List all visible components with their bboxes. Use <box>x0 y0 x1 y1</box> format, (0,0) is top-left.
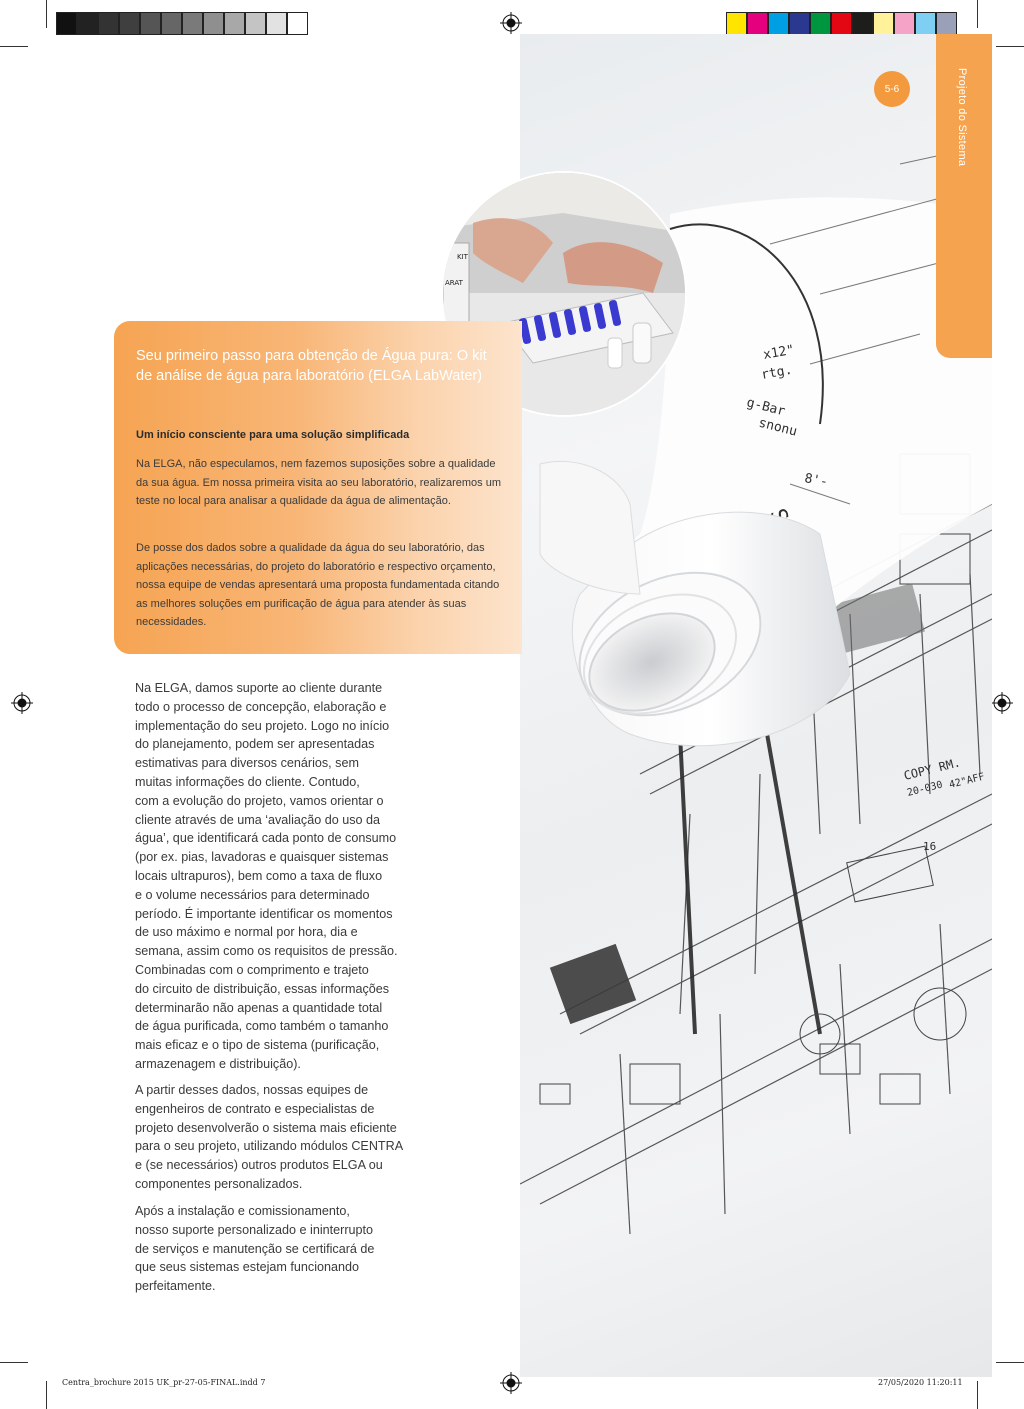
blueprint-label: 42"AFF <box>948 771 986 791</box>
registration-mark-icon <box>500 1372 522 1394</box>
color-swatch <box>789 12 810 35</box>
gray-swatch <box>98 12 119 35</box>
body-paragraph: Na ELGA, damos suporte ao cliente durante todo o processo de concepção, elaboração e implementação do seu projeto. Logo no início do planejamento, podem ser apresentadas estimativas para diversos cenários, sem muitas informações do cliente. Contudo, com a evolução do projeto, vamos orientar o cliente através de uma ‘avaliação do uso da água’, que identificará cada ponto de consumo (por ex. pias, lavadoras e quaisquer sistemas locais ultrapuros), bem como a taxa de fluxo e o volume necessários para determinado período. É importante identificar os momentos de uso máximo e normal por hora, dia e semana, assim como os requisitos de pressão. Combinadas com o comprimento e trajeto do circuito de distribuição, essas informações determinarão não apenas a quantidade total de água purificada, como também o tamanho mais eficaz e o tipo de sistema (purificação, armazenagem e distribuição). <box>135 681 398 1071</box>
crop-mark <box>46 0 47 28</box>
body-paragraph: A partir desses dados, nossas equipes de engenheiros de contrato e especialistas de projeto desenvolverão o sistema mais eficiente para o seu projeto, utilizando módulos CENTRA e (se necessários) outros produtos ELGA ou componentes personalizados. <box>135 1083 404 1191</box>
gray-swatch <box>287 12 308 35</box>
registration-mark-icon <box>500 12 522 34</box>
file-slug: Centra_brochure 2015 UK_pr-27-05-FINAL.indd 7 <box>62 1378 266 1387</box>
blueprint-label: 8'- <box>803 471 830 491</box>
registration-mark-icon <box>991 692 1013 714</box>
color-swatch <box>915 12 936 35</box>
callout-box <box>114 321 522 654</box>
blueprint-label: COPY RM. <box>902 755 962 783</box>
crop-mark <box>996 1362 1024 1363</box>
kit-box-label: KIT <box>457 253 468 261</box>
color-swatch <box>894 12 915 35</box>
color-swatch <box>810 12 831 35</box>
callout-paragraph: De posse dos dados sobre a qualidade da água do seu laboratório, das aplicações necessárias, do projeto do laboratório e respectivo orçamento, nossa equipe de vendas apresentará uma proposta fundamentada citando as melhores soluções em purificação de água para atender às suas necessidades. <box>136 542 500 629</box>
color-swatch <box>873 12 894 35</box>
crop-mark <box>0 46 28 47</box>
crop-mark <box>0 1362 28 1363</box>
color-swatch <box>768 12 789 35</box>
color-swatch <box>831 12 852 35</box>
callout-subheading: Um início consciente para uma solução simplificada <box>136 429 410 441</box>
color-swatch <box>936 12 957 35</box>
gray-swatch <box>266 12 287 35</box>
blueprint-label: g-Bar <box>745 395 787 420</box>
gray-swatch <box>182 12 203 35</box>
blueprint-label: rtg. <box>760 362 794 383</box>
gray-swatch <box>77 12 98 35</box>
color-calibration-bar <box>726 12 957 35</box>
blueprint-label: x12" <box>762 342 796 363</box>
color-swatch <box>852 12 873 35</box>
gray-swatch <box>119 12 140 35</box>
gray-swatch <box>245 12 266 35</box>
blueprint-label: 20-030 <box>906 779 944 799</box>
gray-swatch <box>203 12 224 35</box>
page-number-badge <box>874 71 910 107</box>
gray-swatch <box>224 12 245 35</box>
page-number: 5-6 <box>884 83 900 95</box>
crop-mark <box>977 1381 978 1409</box>
callout-paragraph: Na ELGA, não especulamos, nem fazemos suposições sobre a qualidade da sua água. Em nossa primeira visita ao seu laboratório, realizaremos um teste no local para analisar a qualidade da água de alimentação. <box>136 458 502 508</box>
callout-heading: Seu primeiro passo para obtenção de Água pura: O kit de análise de água para laboratório (ELGA LabWater) <box>136 348 487 384</box>
body-paragraph: Após a instalação e comissionamento, nosso suporte personalizado e ininterrupto de serviços e manutenção se certificará de que seus sistemas estejam funcionando perfeitamente. <box>135 1204 375 1294</box>
crop-mark <box>977 0 978 28</box>
blueprint-label: nuous <box>757 415 799 440</box>
crop-mark <box>996 46 1024 47</box>
grayscale-calibration-bar <box>56 12 308 35</box>
registration-mark-icon <box>11 692 33 714</box>
color-swatch <box>726 12 747 35</box>
kit-box-label: ARAT <box>445 279 463 287</box>
crop-mark <box>46 1381 47 1409</box>
gray-swatch <box>56 12 77 35</box>
gray-swatch <box>161 12 182 35</box>
section-tab <box>936 34 992 358</box>
color-swatch <box>747 12 768 35</box>
file-timestamp: 27/05/2020 11:20:11 <box>878 1378 963 1387</box>
section-tab-label: Projeto do Sistema <box>956 68 968 167</box>
blueprint-label: 16 <box>923 840 937 853</box>
gray-swatch <box>140 12 161 35</box>
